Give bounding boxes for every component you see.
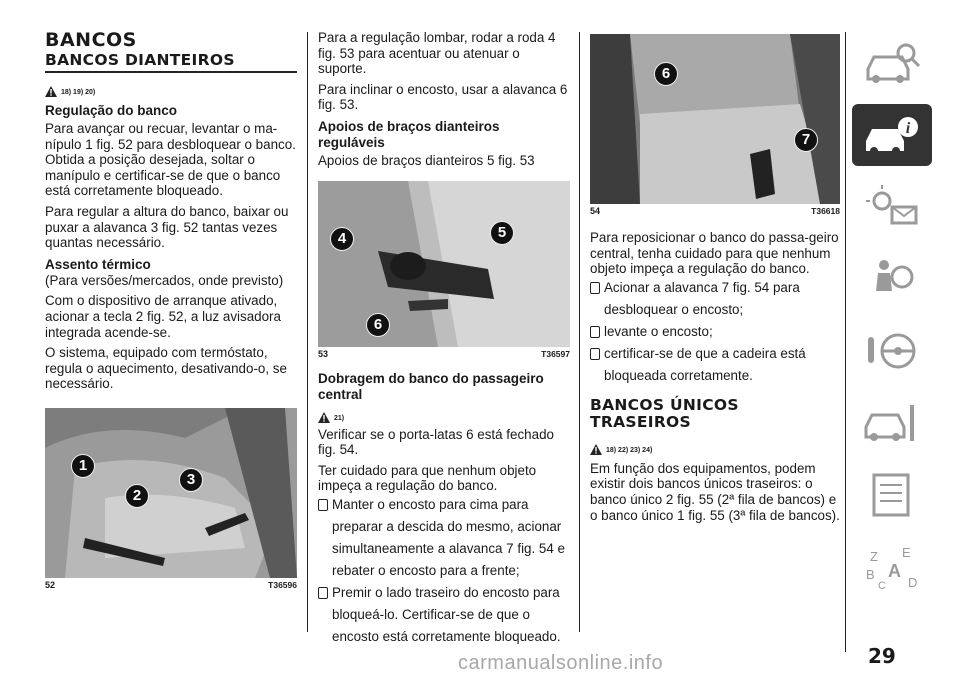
- warning-ref: [318, 405, 570, 423]
- sidebar-item-index[interactable]: [852, 536, 932, 598]
- paragraph: Para regular a altura do banco, baixar ou puxar a alavanca 3 fig. 52 tantas vezes quantas necessário.: [45, 203, 289, 251]
- figure-number: 54: [590, 206, 601, 216]
- sidebar-item-checklist[interactable]: [852, 464, 932, 526]
- svg-text:A: A: [888, 561, 901, 581]
- paragraph: (Para versões/mercados, onde previsto): [45, 272, 284, 288]
- seat-photo-image: [45, 408, 297, 578]
- figure-code: T36597: [541, 348, 570, 359]
- svg-text:Z: Z: [870, 549, 878, 564]
- paragraph: Para reposicionar o banco do passa-geiro central, tenha cuidado para que nenhum objeto impeça a regulação do banco.: [590, 230, 839, 277]
- watermark: carmanualsonline.info: [458, 652, 664, 674]
- warning-triangle-icon: [590, 444, 602, 455]
- figure-caption: [45, 580, 297, 590]
- list-item: [590, 343, 840, 387]
- airbag-icon: [862, 255, 922, 303]
- heading-regulacao: Regulação do banco: [45, 103, 178, 118]
- figure-53: [318, 181, 570, 347]
- paragraph: Para a regulação lombar, rodar a roda 4 fig. 53 para acentuar ou atenuar o suporte.: [318, 30, 556, 77]
- callout-6: 6: [654, 62, 678, 86]
- column-divider: [307, 32, 308, 632]
- paragraph: Verificar se o porta-latas 6 está fechado fig. 54.: [318, 426, 554, 458]
- callout-1: 1: [71, 454, 95, 478]
- figure-52: [45, 408, 297, 578]
- paragraph: Em função dos equipamentos, podem existir dois bancos únicos traseiros: o banco único 2 fig. 55 (2ª fila de bancos) e o banco único 1 fig. 55 (3ª fila de bancos).: [590, 460, 840, 523]
- figure-number: 53: [318, 348, 329, 359]
- svg-text:D: D: [908, 575, 918, 590]
- column-divider: [579, 32, 580, 632]
- bullet-box-icon: [590, 282, 600, 294]
- sidebar-item-car-search[interactable]: [852, 32, 932, 94]
- sidebar-item-car-service[interactable]: [852, 392, 932, 454]
- svg-text:C: C: [878, 580, 886, 591]
- center-seat-photo-image: [590, 34, 840, 204]
- sidebar-item-dashboard-lights[interactable]: [852, 176, 932, 238]
- list-item-text: Manter o encosto para cima para preparar a descida do mesmo, acionar simultaneamente a alavanca 7 fig. 54 e rebater o encosto para a frente;: [332, 496, 565, 578]
- dashboard-lights-icon: [862, 183, 922, 231]
- paragraph: Para avançar ou recuar, levantar o ma-nípulo 1 fig. 52 para desbloquear o banco. Obtida a posição desejada, soltar o manípulo e certificar-se de que o banco está corretamente bloqueado.: [45, 121, 296, 199]
- warning-numbers: 18) 19) 20): [61, 89, 96, 96]
- steering-wheel-icon: [862, 327, 922, 375]
- paragraph: Para inclinar o encosto, usar a alavanca 6 fig. 53.: [318, 81, 568, 113]
- chapter-sidebar: [852, 32, 932, 608]
- heading-dobragem: Dobragem do banco do passageiro central: [318, 370, 544, 402]
- callout-3: 3: [179, 468, 203, 492]
- column-1: [45, 30, 297, 590]
- sidebar-divider: [845, 32, 846, 652]
- alphabet-index-icon: [862, 543, 922, 591]
- heading-apoios: Apoios de braços dianteiros reguláveis: [318, 118, 500, 150]
- list-item: [318, 494, 570, 582]
- warning-triangle-icon: [318, 412, 330, 423]
- svg-text:i: i: [905, 120, 911, 137]
- figure-54: [590, 34, 840, 204]
- warning-numbers: 21): [334, 414, 345, 422]
- paragraph: Ter cuidado para que nenhum objeto impeça a regulação do banco.: [318, 462, 537, 494]
- figure-code: T36596: [268, 579, 297, 590]
- list-item-text: certificar-se de que a cadeira está bloqueada corretamente.: [604, 345, 806, 383]
- figure-caption: [590, 206, 840, 216]
- callout-5: 5: [490, 221, 514, 245]
- sidebar-item-steering[interactable]: [852, 320, 932, 382]
- callout-7: 7: [794, 128, 818, 152]
- svg-text:E: E: [902, 545, 911, 560]
- bullet-box-icon: [590, 348, 600, 360]
- warning-numbers: 18) 22) 23) 24): [606, 446, 653, 454]
- page-number: 29: [868, 644, 896, 668]
- bullet-box-icon: [590, 326, 600, 338]
- checklist-icon: [862, 471, 922, 519]
- bullet-box-icon: [318, 587, 328, 599]
- sidebar-item-airbag[interactable]: [852, 248, 932, 310]
- callout-4: 4: [330, 227, 354, 251]
- warning-ref: [590, 437, 840, 455]
- paragraph: Com o dispositivo de arranque ativado, acionar a tecla 2 fig. 52, a luz avisadora integrada acende-se.: [45, 293, 281, 340]
- list-item-text: Premir o lado traseiro do encosto para bloqueá-lo. Certificar-se de que o encosto está corretamente bloqueado.: [332, 584, 561, 644]
- column-2: [318, 30, 570, 648]
- list-item-text: Acionar a alavanca 7 fig. 54 para desbloquear o encosto;: [604, 279, 800, 317]
- list-item-text: levante o encosto;: [604, 323, 713, 339]
- figure-code: T36618: [811, 206, 840, 216]
- svg-text:B: B: [866, 567, 875, 582]
- list-item: [590, 321, 840, 343]
- sidebar-item-car-info[interactable]: [852, 104, 932, 166]
- figure-caption: [318, 349, 570, 359]
- warning-triangle-icon: [45, 86, 57, 97]
- armrest-photo-image: [318, 181, 570, 347]
- paragraph: Apoios de braços dianteiros 5 fig. 53: [318, 152, 535, 168]
- callout-2: 2: [125, 484, 149, 508]
- heading-assento: Assento térmico: [45, 256, 151, 272]
- section-subtitle: BANCOS DIANTEIROS: [45, 52, 297, 73]
- list-item: [590, 277, 840, 321]
- warning-ref: [45, 79, 297, 97]
- paragraph: O sistema, equipado com termóstato, regula o aquecimento, desativando-o, se necessário.: [45, 345, 287, 392]
- list-item: [318, 582, 570, 648]
- figure-number: 52: [45, 579, 56, 590]
- section-title: BANCOS: [45, 29, 137, 51]
- callout-6: 6: [366, 313, 390, 337]
- column-3: [590, 30, 840, 528]
- car-info-icon: [862, 111, 922, 159]
- car-search-icon: [862, 39, 922, 87]
- section-title-2: BANCOS ÚNICOS TRASEIROS: [590, 395, 739, 431]
- car-service-icon: [862, 399, 922, 447]
- bullet-box-icon: [318, 499, 328, 511]
